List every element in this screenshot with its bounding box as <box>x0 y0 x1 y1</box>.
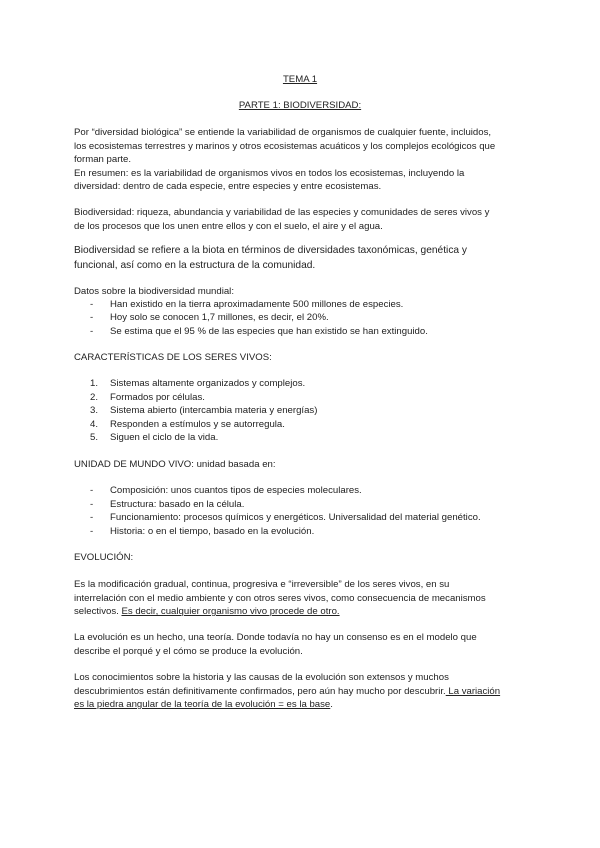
list-item: Se estima que el 95 % de las especies que han existido se han extinguido. <box>110 325 428 337</box>
bullet-dash: - <box>90 298 94 310</box>
paragraph-line: interrelación con el medio ambiente y con otros seres vivos, como consecuencia de mecanismos <box>74 592 486 604</box>
paragraph-line <box>74 698 333 711</box>
bullet-dash: - <box>90 312 94 323</box>
list-item: Historia: o en el tiempo, basado en la evolución. <box>110 525 315 537</box>
paragraph-line: los ecosistemas terrestres y marinos y otros ecosistemas acuáticos y los complejos ecológicos que <box>74 140 496 152</box>
bullet-dash: - <box>90 512 94 523</box>
text-span: selectivos. <box>74 606 122 617</box>
paragraph-line: Por “diversidad biológica” se entiende la variabilidad de organismos de cualquier fuente, incluidos, <box>74 127 492 138</box>
list-item: Funcionamiento: procesos químicos y energéticos. Universalidad del material genético. <box>110 512 481 523</box>
list-item: Estructura: basado en la célula. <box>110 498 245 510</box>
paragraph-line: forman parte. <box>74 154 132 165</box>
underlined-text: Es decir, cualquier organismo vivo procede de otro. <box>121 606 340 617</box>
section-subtitle: PARTE 1: BIODIVERSIDAD: <box>238 100 362 111</box>
underlined-text: es la piedra angular de la teoría de la evolución = es la base <box>74 699 331 710</box>
unidad-heading: UNIDAD DE MUNDO VIVO: unidad basada en: <box>74 459 276 470</box>
underlined-text: La variación <box>445 685 501 697</box>
bullet-dash: - <box>90 498 94 510</box>
paragraph-line: Biodiversidad: riqueza, abundancia y variabilidad de las especies y comunidades de seres vivos y <box>74 207 490 218</box>
list-item: Sistemas altamente organizados y complejos. <box>110 378 306 389</box>
text-span: descubrimientos están definitivamente confirmados, pero aún hay mucho por descubrir. <box>74 685 446 697</box>
paragraph-line: Los conocimientos sobre la historia y las causas de la evolución son extensos y muchos <box>74 672 449 683</box>
paragraph-line: La evolución es un hecho, una teoría. Donde todavía no hay un consenso es en el modelo que <box>74 632 477 643</box>
list-number: 1. <box>90 378 99 389</box>
datos-heading: Datos sobre la biodiversidad mundial: <box>74 286 234 297</box>
document-title: TEMA 1 <box>282 74 318 85</box>
bullet-dash: - <box>90 485 94 496</box>
paragraph-line: funcional, así como en la estructura de la comunidad. <box>74 260 316 271</box>
list-number: 5. <box>90 432 99 443</box>
list-item: Composición: unos cuantos tipos de especies moleculares. <box>110 485 362 496</box>
list-item: Sistema abierto (intercambia materia y energías) <box>110 405 318 416</box>
paragraph-line <box>74 685 500 698</box>
bullet-dash: - <box>90 525 94 537</box>
evolucion-heading: EVOLUCIÓN: <box>74 552 134 563</box>
list-item: Formados por células. <box>110 391 205 403</box>
paragraph-line <box>74 605 340 618</box>
paragraph-line: Biodiversidad se refiere a la biota en términos de diversidades taxonómicas, genética y <box>74 245 467 256</box>
paragraph-line: describe el porqué y el cómo se produce la evolución. <box>74 645 303 657</box>
list-item: Han existido en la tierra aproximadamente 500 millones de especies. <box>110 298 404 310</box>
paragraph-line: diversidad: dentro de cada especie, entre especies y entre ecosistemas. <box>74 181 382 192</box>
list-item: Responden a estímulos y se autorregula. <box>110 418 285 430</box>
paragraph-line: Es la modificación gradual, continua, progresiva e “irreversible” de los seres vivos, en su <box>74 579 450 590</box>
caracteristicas-heading: CARACTERÍSTICAS DE LOS SERES VIVOS: <box>74 352 272 363</box>
text-span: . <box>330 699 333 710</box>
paragraph-line: de los procesos que los unen entre ellos y con el suelo, el aire y el agua. <box>74 220 383 232</box>
paragraph-line: En resumen: es la variabilidad de organismos vivos en todos los ecosistemas, incluyendo la <box>74 167 465 179</box>
list-item: Siguen el ciclo de la vida. <box>110 432 219 443</box>
bullet-dash: - <box>90 325 94 337</box>
list-item: Hoy solo se conocen 1,7 millones, es decir, el 20%. <box>110 312 329 323</box>
list-number: 4. <box>90 418 99 430</box>
list-number: 3. <box>90 405 99 416</box>
list-number: 2. <box>90 391 99 403</box>
